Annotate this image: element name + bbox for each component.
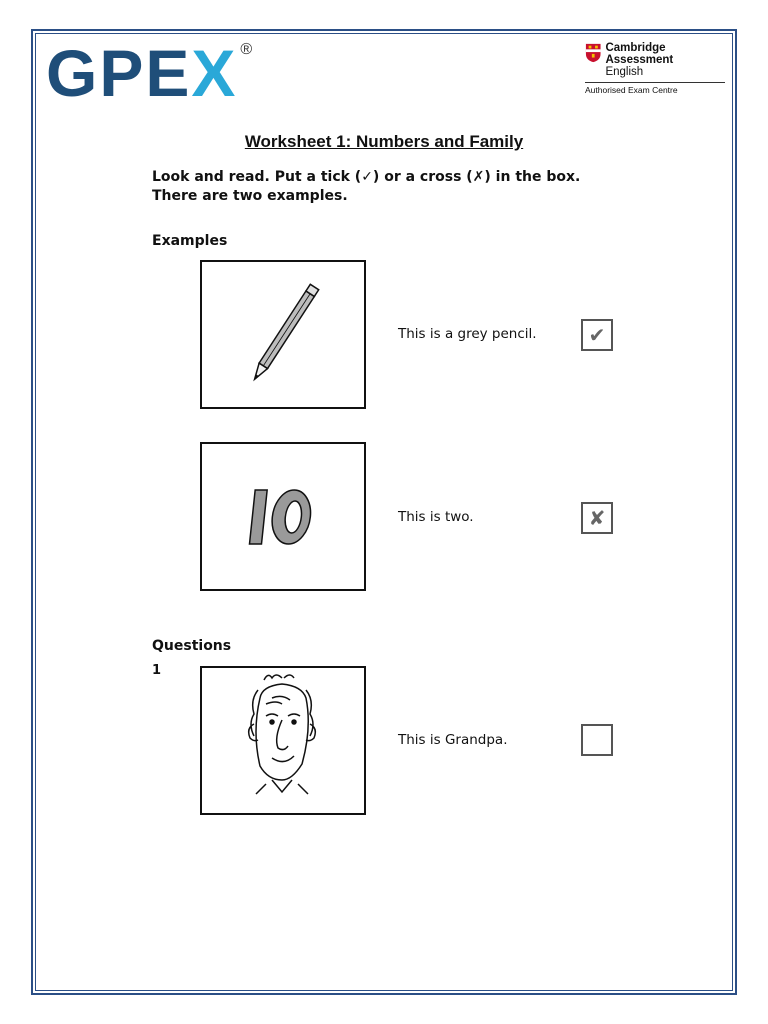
worksheet-title: Worksheet 1: Numbers and Family bbox=[244, 132, 524, 151]
cambridge-shield-icon bbox=[585, 42, 601, 64]
gpex-logo bbox=[46, 36, 255, 110]
partner-centre: Authorised Exam Centre bbox=[585, 85, 678, 95]
registered-mark: ® bbox=[240, 41, 255, 58]
cross-icon: ✘ bbox=[588, 506, 606, 530]
instruction-line-2: There are two examples. bbox=[152, 188, 348, 204]
partner-name: Cambridge Assessment bbox=[605, 42, 674, 66]
example-1-answer-box bbox=[581, 319, 613, 351]
question-1-answer-box[interactable] bbox=[581, 724, 613, 756]
logo-text: GPEX bbox=[46, 36, 238, 110]
example-2-answer-box bbox=[581, 502, 613, 534]
example-2-sentence: This is two. bbox=[398, 509, 474, 525]
number-ten-icon bbox=[202, 444, 364, 589]
question-1-number: 1 bbox=[152, 663, 162, 678]
partner-sub: English bbox=[605, 66, 644, 78]
question-1-sentence: This is Grandpa. bbox=[398, 732, 508, 748]
tick-icon: ✔ bbox=[588, 323, 606, 347]
question-1-picture bbox=[200, 666, 366, 815]
partner-divider bbox=[585, 82, 725, 83]
cambridge-logo bbox=[585, 42, 725, 95]
grandpa-face-icon bbox=[202, 668, 364, 813]
instructions bbox=[152, 168, 580, 206]
example-1-sentence: This is a grey pencil. bbox=[398, 326, 537, 342]
examples-heading: Examples bbox=[152, 233, 228, 249]
questions-heading: Questions bbox=[152, 638, 232, 654]
example-1-picture bbox=[200, 260, 366, 409]
pencil-icon bbox=[202, 262, 364, 407]
instruction-line-1: Look and read. Put a tick (✓) or a cross (✗) in the box. bbox=[152, 169, 581, 185]
example-2-picture bbox=[200, 442, 366, 591]
